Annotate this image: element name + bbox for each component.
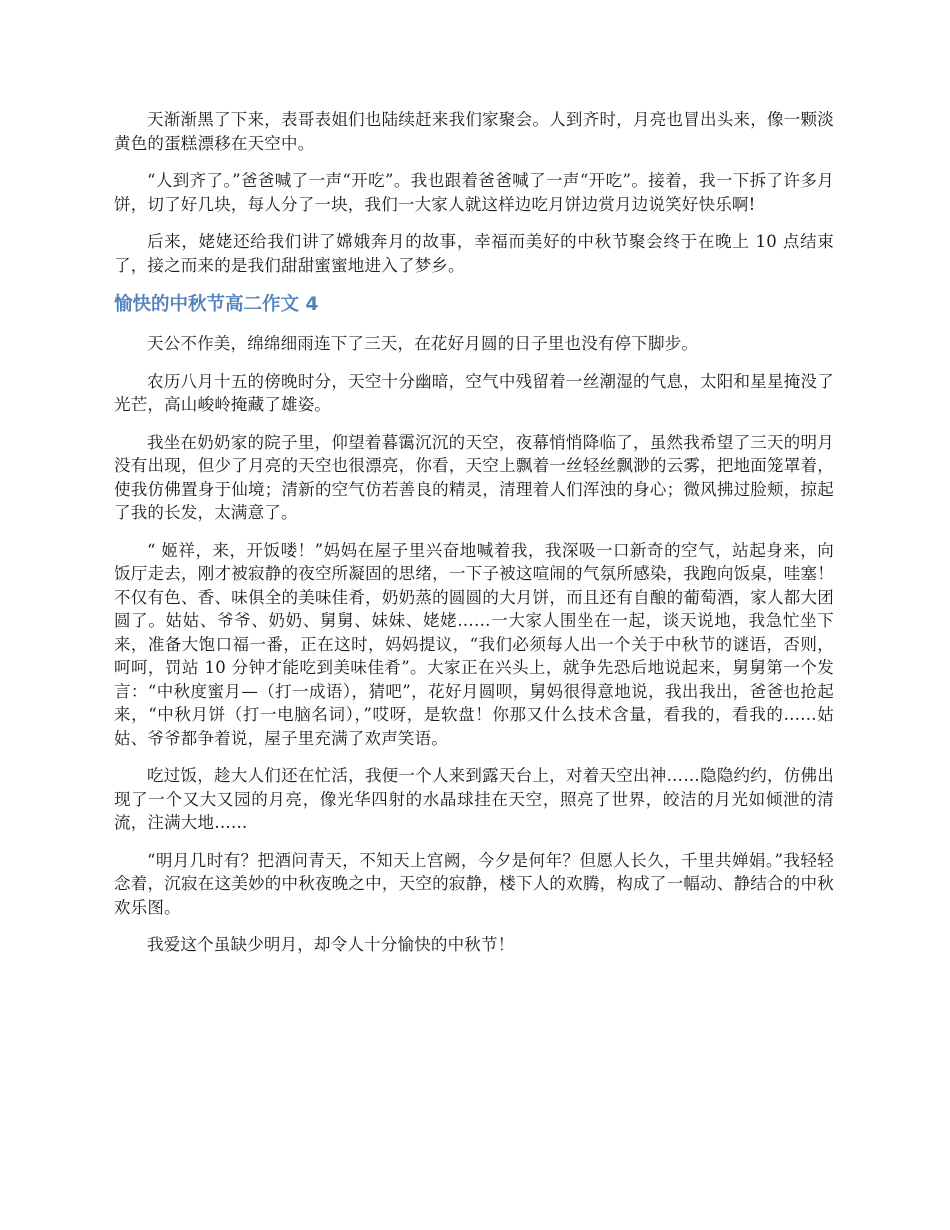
paragraph: 天公不作美，绵绵细雨连下了三天，在花好月圆的日子里也没有停下脚步。 (147, 334, 699, 353)
paragraph: “人到齐了。”爸爸喊了一声“开吃”。我也跟着爸爸喊了一声“开吃”。接着，我一下拆了许多月饼，切了好几块，每人分了一块，我们一大家人就这样边吃月饼边赏月边说笑好快乐啊! (114, 171, 834, 214)
paragraph: 我坐在奶奶家的院子里，仰望着暮霭沉沉的天空，夜幕悄悄降临了，虽然我希望了三天的明月没有出现，但少了月亮的天空也很漂亮，你看，天空上飘着一丝轻丝飘渺的云雾，把地面笼罩着，使我仿佛置身于仙境；清新的空气仿若善良的精灵，清理着人们浑浊的身心；微风拂过脸颊，掠起了我的长发，太满意了。 (114, 432, 834, 522)
paragraph: 吃过饭，趁大人们还在忙活，我便一个人来到露天台上，对着天空出神……隐隐约约，仿佛出现了一个又大又园的月亮，像光华四射的水晶球挂在天空，照亮了世界，皎洁的月光如倾泄的清流，注满大地…… (114, 766, 834, 832)
paragraph: “明月几时有？把酒问青天，不知天上宫阙，今夕是何年？但愿人长久，千里共婵娟。”我轻轻念着，沉寂在这美妙的中秋夜晚之中，天空的寂静，楼下人的欢腾，构成了一幅动、静结合的中秋欢乐图。 (114, 850, 834, 917)
paragraph: 农历八月十五的傍晚时分，天空十分幽暗，空气中残留着一丝潮湿的气息，太阳和星星掩没了光芒，高山峻岭掩藏了雄姿。 (114, 371, 834, 414)
paragraph: 我爱这个虽缺少明月，却令人十分愉快的中秋节！ (147, 935, 515, 954)
paragraph: 后来，姥姥还给我们讲了嫦娥奔月的故事，幸福而美好的中秋节聚会终于在晚上 10 点结束了，接之而来的是我们甜甜蜜蜜地进入了梦乡。 (114, 232, 834, 275)
paragraph: 天渐渐黑了下来，表哥表姐们也陆续赶来我们家聚会。人到齐时，月亮也冒出头来，像一颗淡黄色的蛋糕漂移在天空中。 (114, 110, 834, 153)
document-body (114, 108, 834, 971)
paragraph: “ 姬祥，来，开饭喽！”妈妈在屋子里兴奋地喊着我，我深吸一口新奇的空气，站起身来，向饭厅走去，刚才被寂静的夜空所凝固的思绪，一下子被这喧闹的气氛所感染，我跑向饭桌，哇塞！不仅有色、香、味俱全的美味佳肴，奶奶蒸的圆圆的大月饼，而且还有自酿的葡萄酒，家人都大团圆了。姑姑、爷爷、奶奶、舅舅、妹妹、姥姥……一大家人围坐在一起，谈天说地，我急忙坐下来，准备大饱口福一番，正在这时，妈妈提议，“我们必须每人出一个关于中秋节的谜语，否则，呵呵，罚站 10 分钟才能吃到美味佳肴”。大家正在兴头上，就争先恐后地说起来，舅舅第一个发言：“中秋度蜜月—（打一成语），猜吧”，花好月圆呗，舅妈很得意地说，我出我出，爸爸也抢起来，“中秋月饼（打一电脑名词），”哎呀，是软盘！你那又什么技术含量，看我的，看我的……姑姑、爷爷都争着说，屋子里充满了欢声笑语。 (114, 540, 834, 748)
section-heading: 愉快的中秋节高二作文 4 (114, 294, 319, 315)
